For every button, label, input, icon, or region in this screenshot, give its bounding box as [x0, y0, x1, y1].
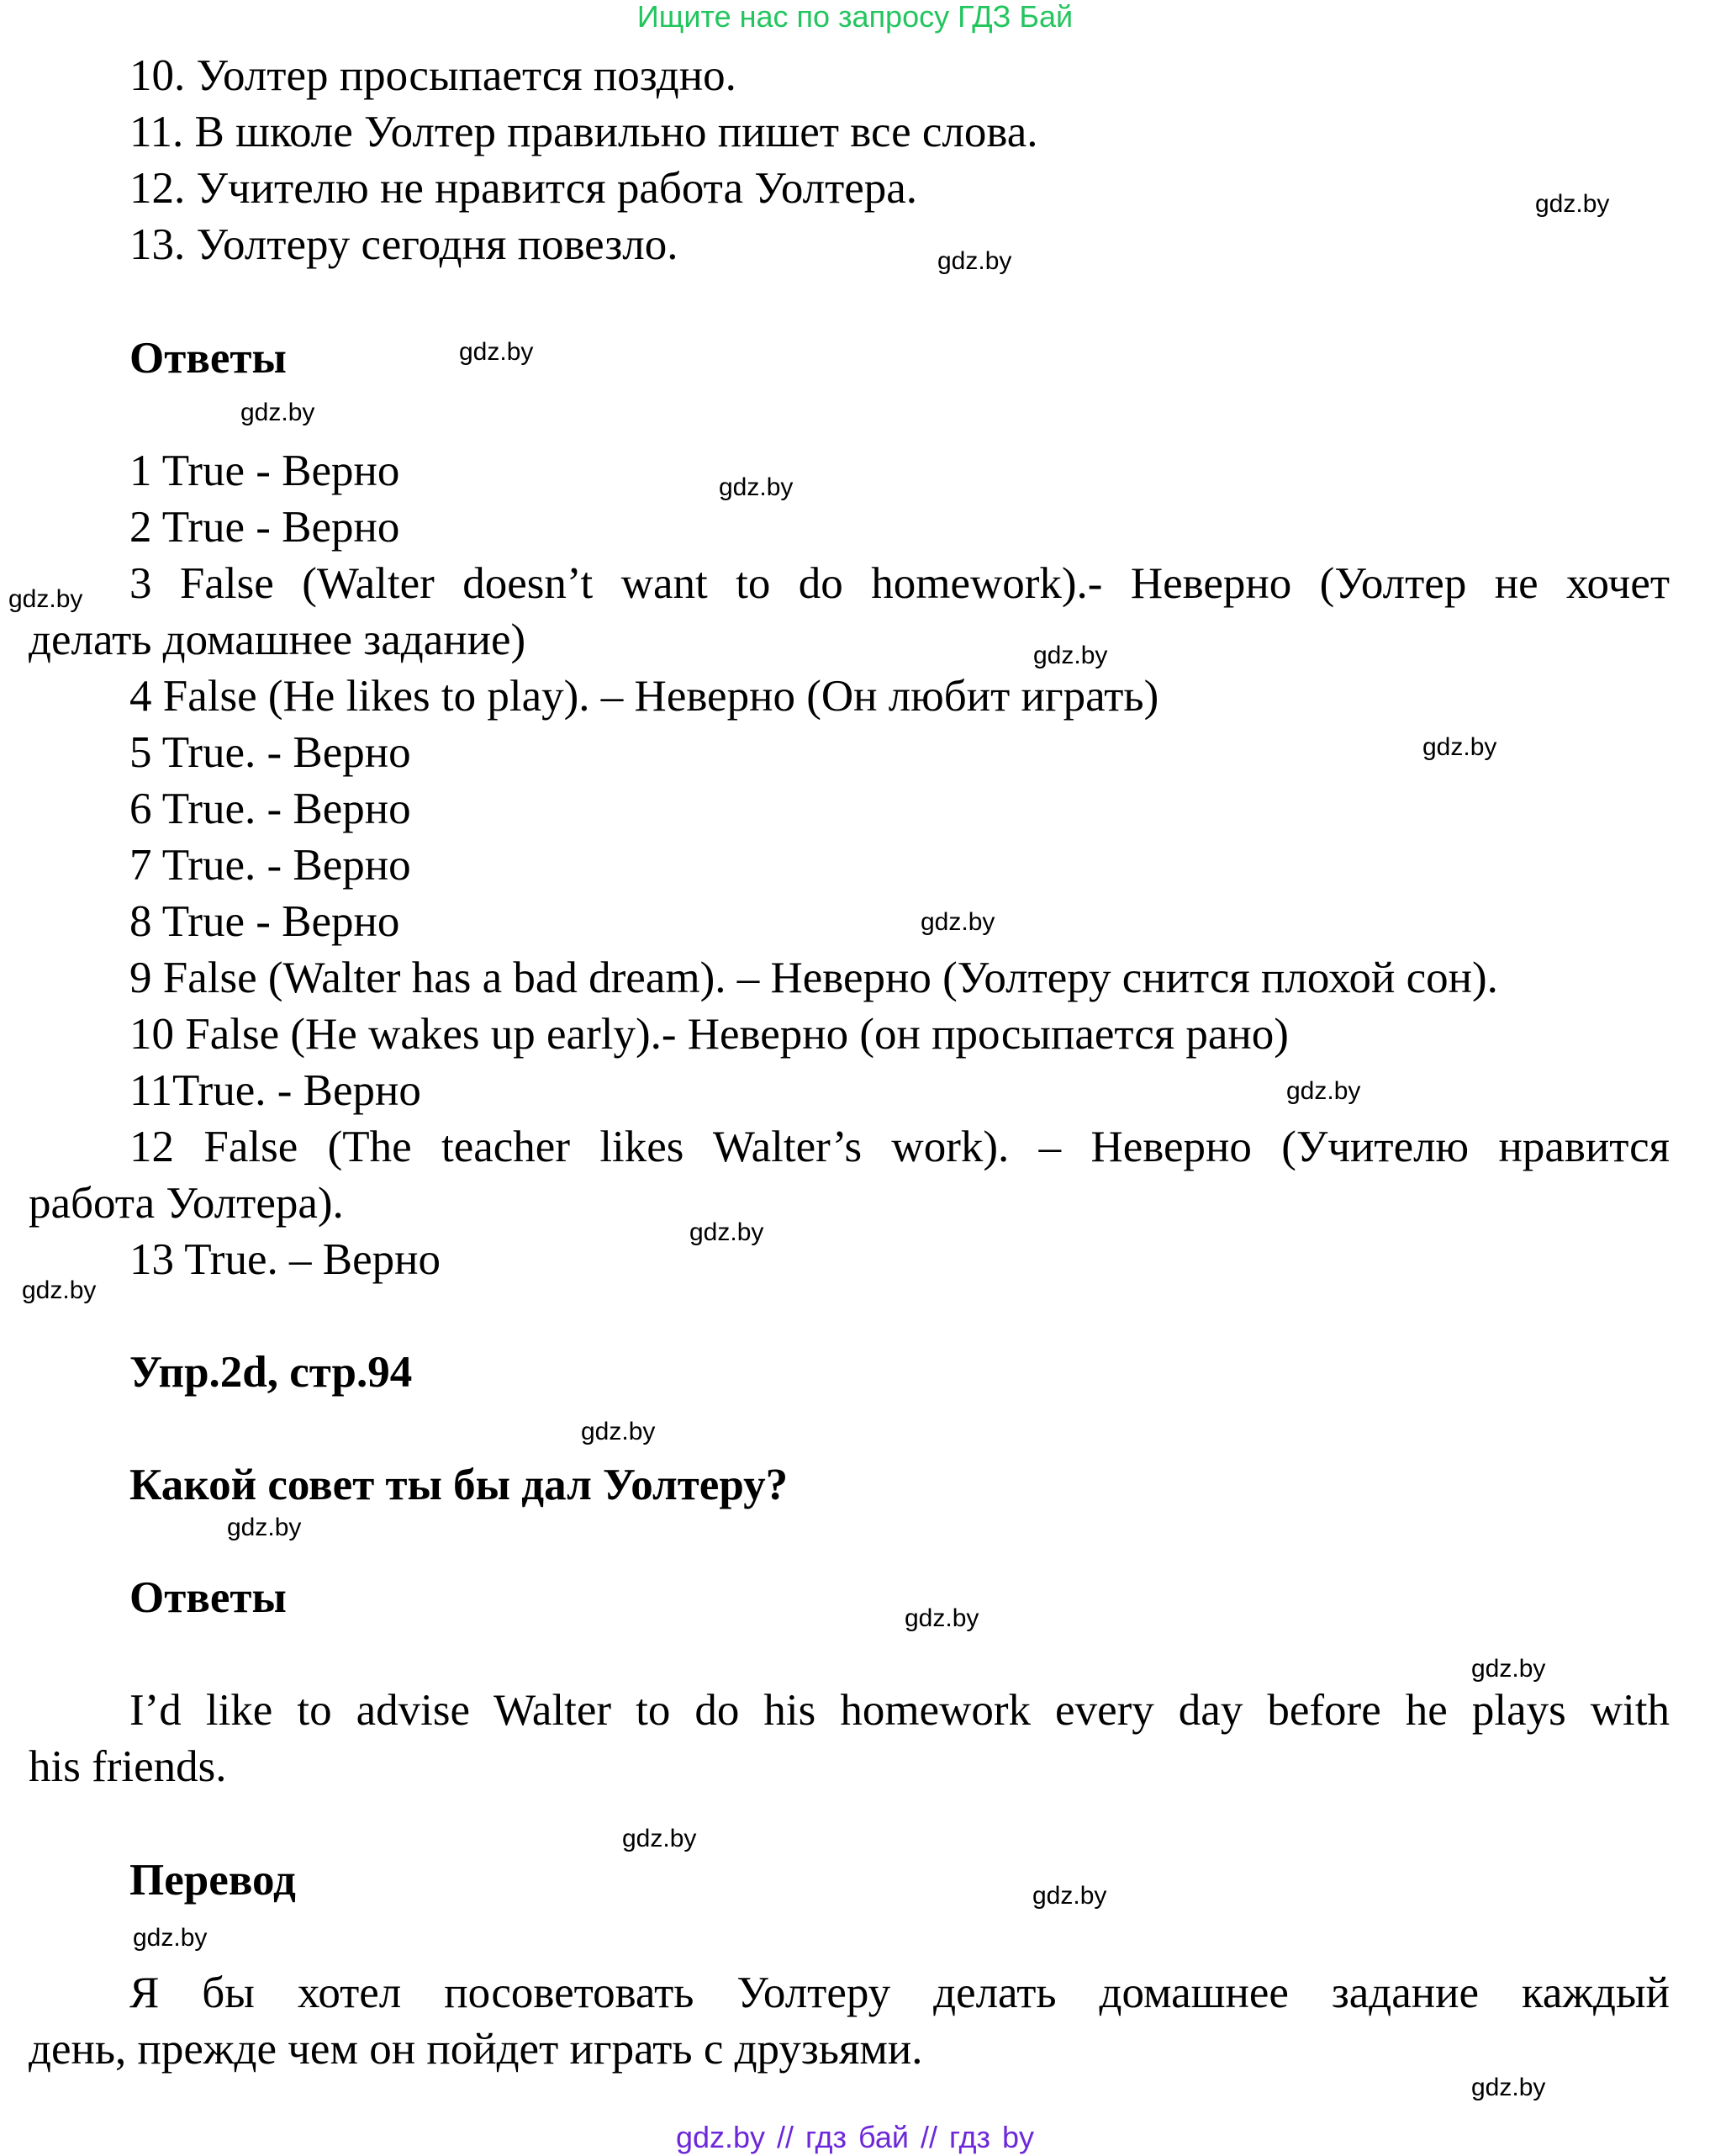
answer-2: 2 True - Верно	[129, 503, 400, 552]
watermark: gdz.by	[133, 1924, 208, 1952]
watermark: gdz.by	[240, 399, 315, 426]
translation-heading: Перевод	[129, 1856, 296, 1905]
exercise-title: Упр.2d, стр.94	[129, 1348, 413, 1397]
answer-9: 9 False (Walter has a bad dream). – Неверно (Уолтеру снится плохой сон).	[129, 954, 1498, 1002]
site-footer: gdz.by // гдз бай // гдз by	[675, 2120, 1035, 2154]
answer-11: 11True. - Верно	[129, 1066, 421, 1115]
watermark: gdz.by	[8, 585, 83, 613]
answer-13: 13 True. – Верно	[129, 1235, 441, 1284]
watermark: gdz.by	[22, 1276, 97, 1304]
exercise-question: Какой совет ты бы дал Уолтеру?	[129, 1461, 789, 1509]
answer-1: 1 True - Верно	[129, 447, 400, 495]
watermark: gdz.by	[1471, 1655, 1546, 1683]
answer-3-line-1: 3 False (Walter doesn’t want to do homework).- Неверно (Уолтер не хочет	[129, 559, 1670, 608]
answers-heading: Ответы	[129, 334, 287, 383]
question-13: 13. Уолтеру сегодня повезло.	[129, 220, 678, 269]
watermark: gdz.by	[1422, 733, 1497, 761]
watermark: gdz.by	[459, 338, 534, 366]
answer-6: 6 True. - Верно	[129, 785, 411, 833]
watermark: gdz.by	[581, 1418, 656, 1445]
translation-line-2: день, прежде чем он пойдет играть с друзьями.	[29, 2025, 923, 2074]
exercise-answer-line-1: I’d like to advise Walter to do his homework every day before he plays with	[129, 1686, 1670, 1735]
question-11: 11. В школе Уолтер правильно пишет все слова.	[129, 108, 1038, 156]
watermark: gdz.by	[937, 247, 1012, 275]
watermark: gdz.by	[905, 1604, 979, 1632]
watermark: gdz.by	[689, 1218, 764, 1246]
exercise-answer-line-2: his friends.	[29, 1742, 227, 1791]
question-10: 10. Уолтер просыпается поздно.	[129, 51, 736, 100]
answer-7: 7 True. - Верно	[129, 841, 411, 890]
watermark: gdz.by	[1286, 1077, 1361, 1105]
translation-line-1: Я бы хотел посоветовать Уолтеру делать домашнее задание каждый	[129, 1968, 1670, 2017]
watermark: gdz.by	[921, 908, 995, 936]
answer-4: 4 False (He likes to play). – Неверно (Он любит играть)	[129, 672, 1159, 721]
answer-12-line-1: 12 False (The teacher likes Walter’s work). – Неверно (Учителю нравится	[129, 1123, 1670, 1171]
exercise-answers-heading: Ответы	[129, 1573, 287, 1622]
answer-3-line-2: делать домашнее задание)	[29, 616, 526, 664]
watermark: gdz.by	[1032, 1882, 1107, 1910]
answer-12-line-2: работа Уолтера).	[29, 1179, 344, 1228]
search-banner: Ищите нас по запросу ГДЗ Бай	[636, 0, 1074, 34]
watermark: gdz.by	[1033, 642, 1108, 669]
watermark: gdz.by	[227, 1514, 302, 1541]
watermark: gdz.by	[719, 473, 794, 501]
answer-5: 5 True. - Верно	[129, 728, 411, 777]
answer-10: 10 False (He wakes up early).- Неверно (он просыпается рано)	[129, 1010, 1289, 1059]
watermark: gdz.by	[1535, 190, 1610, 218]
watermark: gdz.by	[1471, 2074, 1546, 2101]
watermark: gdz.by	[622, 1825, 697, 1852]
answer-8: 8 True - Верно	[129, 897, 400, 946]
question-12: 12. Учителю не нравится работа Уолтера.	[129, 164, 918, 213]
